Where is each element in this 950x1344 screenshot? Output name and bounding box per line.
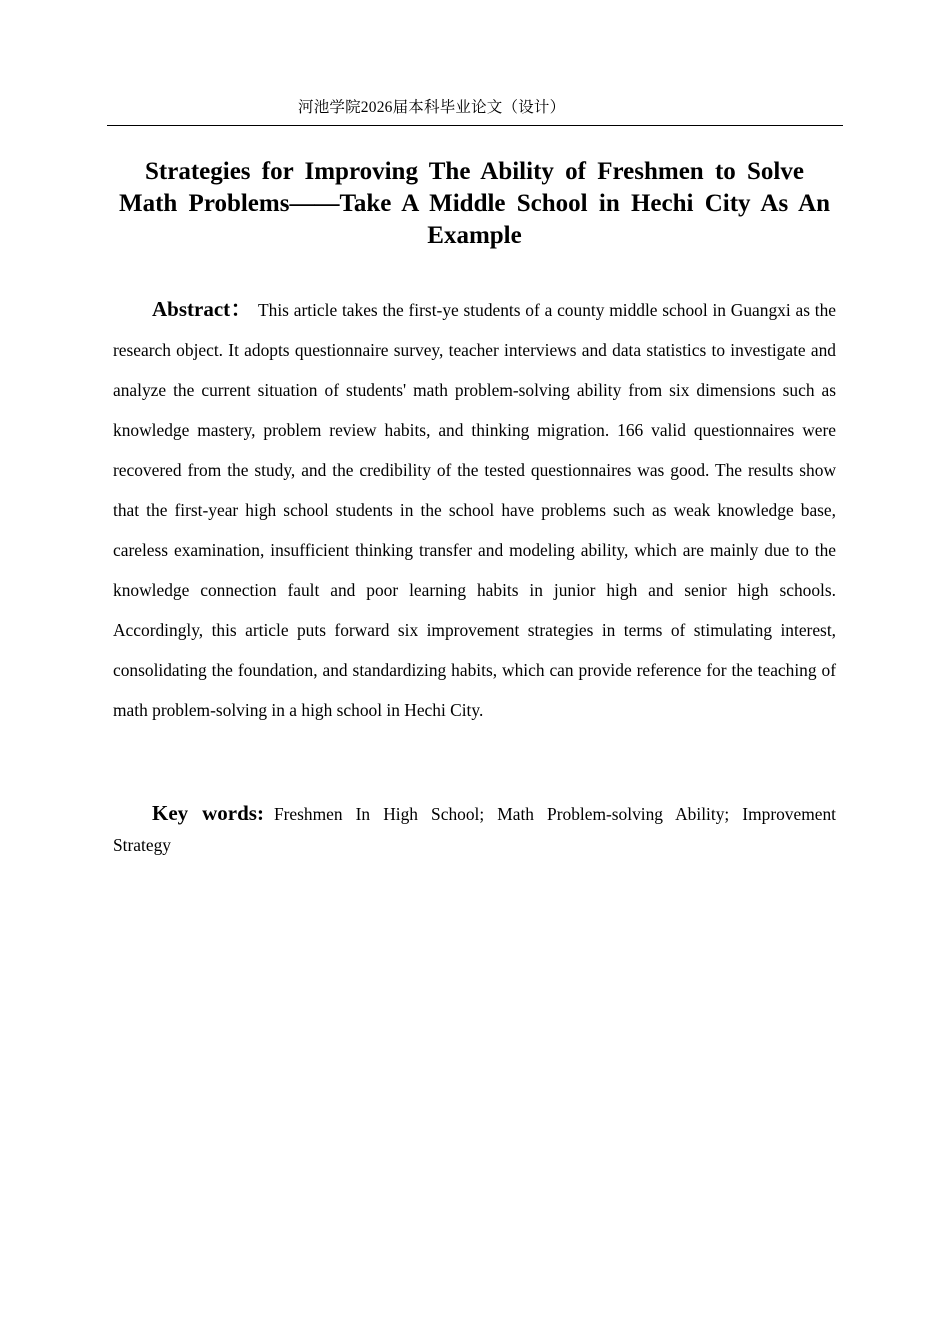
keywords-paragraph xyxy=(113,798,836,861)
keywords-label: Key words: xyxy=(152,801,264,825)
abstract-text: This article takes the first-ye students of a county middle school in Guangxi as the research object. It adopts questionnaire survey, teacher interviews and data statistics to investigate and analyze the current situation of students' math problem-solving ability from six dimensions such as knowledge mastery, problem review habits, and thinking migration. 166 valid questionnaires were recovered from the study, and the credibility of the tested questionnaires was good. The results show that the first-year high school students in the school have problems such as weak knowledge base, careless examination, insufficient thinking transfer and modeling ability, which are mainly due to the knowledge connection fault and poor learning habits in junior high and senior high schools. Accordingly, this article puts forward six improvement strategies in terms of stimulating interest, consolidating the foundation, and standardizing habits, which can provide reference for the teaching of math problem-solving in a high school in Hechi City. xyxy=(113,300,836,720)
thesis-title: Strategies for Improving The Ability of Freshmen to Solve Math Problems——Take A Middle School in Hechi City As An Example xyxy=(118,158,831,249)
abstract-label: Abstract： xyxy=(152,297,253,321)
abstract-paragraph xyxy=(113,289,836,730)
keywords-text: Freshmen In High School; Math Problem-solving Ability; Improvement Strategy xyxy=(113,804,836,855)
running-header xyxy=(107,97,843,126)
running-header-text: 河池学院2026届本科毕业论文（设计） xyxy=(298,99,566,116)
